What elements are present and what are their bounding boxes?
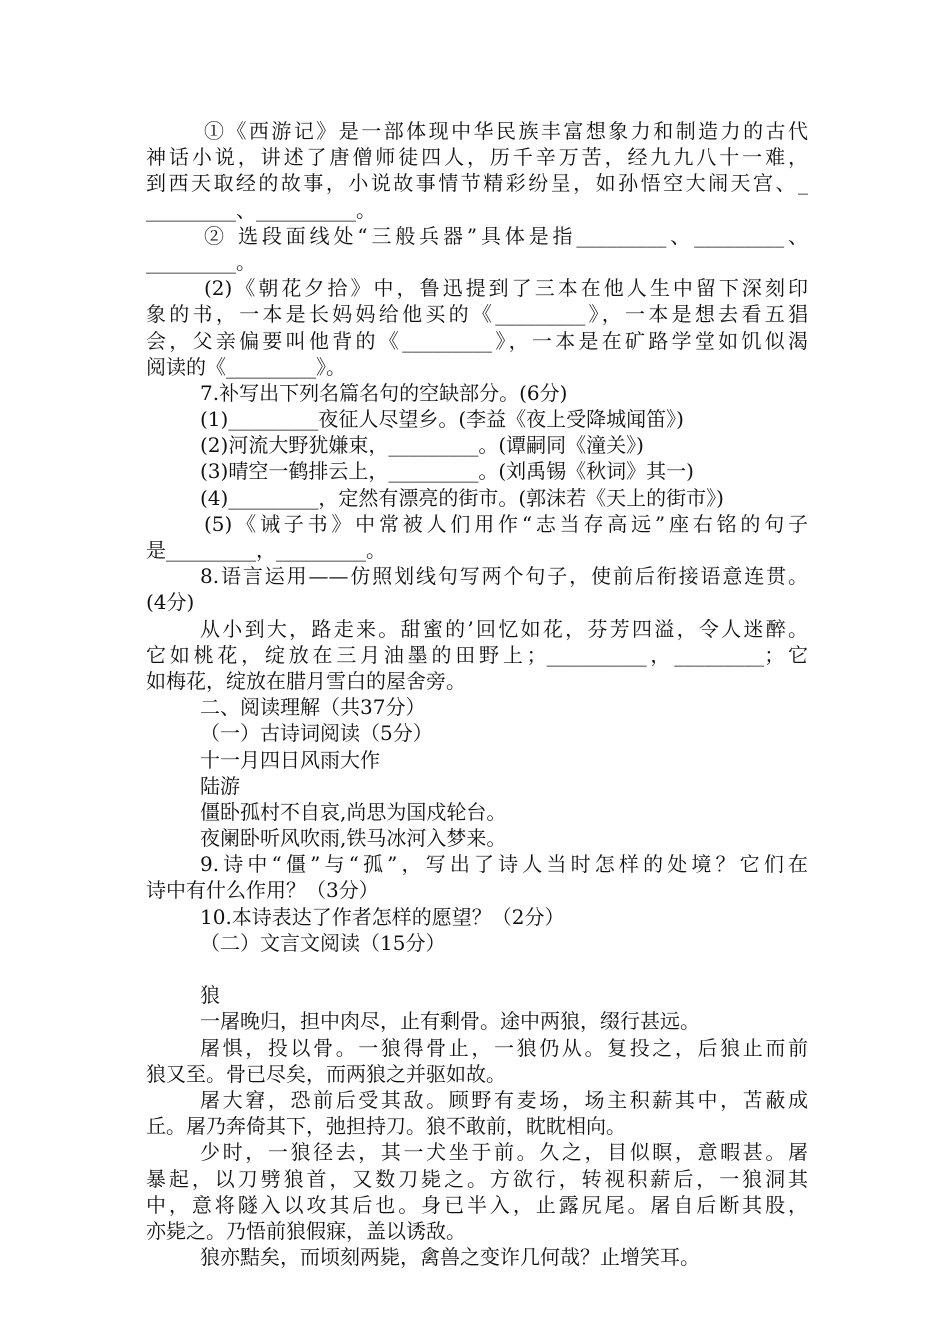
text-line: 中，意将隧入以攻其后也。身已半入，止露尻尾。屠自后断其股，: [146, 1192, 808, 1217]
text-line: (5)《诫子书》中常被人们用作“志当存高远”座右铭的句子: [204, 511, 808, 536]
text-line: (2)《朝花夕拾》中，鲁迅提到了三本在他人生中留下深刻印: [204, 276, 808, 301]
text-line: 阅读的《_________》。: [146, 354, 346, 379]
text-line: 屠大窘，恐前后受其敌。顾野有麦场，场主积薪其中，苫蔽成: [200, 1087, 808, 1112]
text-line: 少时，一狼径去，其一犬坐于前。久之，目似瞑，意暇甚。屠: [200, 1140, 808, 1165]
subsection-heading: （二）文言文阅读（15分）: [200, 930, 446, 955]
text-line: _________、__________。: [146, 197, 376, 222]
question-7-heading: 7.补写出下列名篇名句的空缺部分。(6分): [200, 380, 568, 405]
question-8-heading: 8.语言运用——仿照划线句写两个句子，使前后衔接语意连贯。: [200, 564, 808, 589]
text-line: 狼又至。骨已尽矣，而两狼之并驱如故。: [146, 1061, 506, 1086]
text-line: 神话小说，讲述了唐僧师徒四人，历千辛万苦，经九九八十一难，: [146, 145, 808, 170]
text-line: ② 选段面线处“三般兵器”具体是指_________、_________、: [204, 223, 808, 248]
document-page: [146, 118, 808, 1270]
text-line: 屠惧，投以骨。一狼得骨止，一狼仍从。复投之，后狼止而前: [200, 1035, 808, 1060]
text-line: 它如桃花，绽放在三月油墨的田野上；__________，_________；它: [146, 642, 808, 667]
question-10: 10.本诗表达了作者怎样的愿望？（2分）: [200, 904, 565, 929]
text-line: 从小到大，路走来。甜蜜的’回忆如花，芬芳四溢，令人迷醉。: [200, 616, 808, 641]
text-line: ①《西游记》是一部体现中华民族丰富想象力和制造力的古代: [204, 119, 808, 143]
question-9: 9.诗中“僵”与“孤”，写出了诗人当时怎样的处境？它们在: [200, 852, 808, 877]
text-line: 狼亦黠矣，而顷刻两毙，禽兽之变诈几何哉？止增笑耳。: [200, 1245, 700, 1270]
text-line: 是_________，_________。: [146, 538, 386, 562]
text-line: 如梅花，绽放在腊月雪白的屋舍旁。: [146, 668, 466, 693]
poem-title: 十一月四日风雨大作: [200, 747, 380, 772]
section-heading: 二、阅读理解（共37分）: [200, 695, 426, 720]
text-line: 丘。屠乃奔倚其下，弛担持刀。狼不敢前，眈眈相向。: [146, 1114, 626, 1139]
text-line: (3)晴空一鹤排云上，_________。(刘禹锡《秋词》其一): [200, 459, 694, 484]
text-line: 一屠晚归，担中肉尽，止有剩骨。途中两狼，缀行甚远。: [200, 1009, 700, 1034]
text-line: (4分): [146, 590, 195, 615]
text-line: 会，父亲偏要叫他背的《_________》，一本是在矿路学堂如饥似渴: [146, 328, 808, 353]
text-line: (1)_________夜征人尽望乡。(李益《夜上受降城闻笛》): [200, 407, 684, 432]
poem-author: 陆游: [200, 773, 240, 798]
text-line: _________。: [146, 249, 256, 274]
poem-line: 僵卧孤村不自哀,尚思为国戍轮台。: [200, 799, 507, 824]
passage-title: 狼: [200, 983, 220, 1008]
spacer: [146, 956, 808, 982]
text-line: 诗中有什么作用？（3分）: [146, 878, 379, 903]
text-line: 亦毙之。乃悟前狼假寐，盖以诱敌。: [146, 1218, 466, 1243]
poem-line: 夜阑卧听风吹雨,铁马冰河入梦来。: [200, 826, 507, 851]
text-line: 暴起，以刀劈狼首，又数刀毙之。方欲行，转视积薪后，一狼洞其: [146, 1166, 808, 1191]
subsection-heading: （一）古诗词阅读（5分）: [200, 721, 433, 746]
text-line: 到西天取经的故事，小说故事情节精彩纷呈，如孙悟空大闹天宫、_: [146, 171, 808, 196]
text-line: 象的书，一本是长妈妈给他买的《_________》，一本是想去看五猖: [146, 302, 808, 327]
text-line: (2)河流大野犹嫌束，_________。(谭嗣同《潼关》): [200, 433, 644, 458]
text-line: (4)_________，定然有漂亮的街市。(郭沫若《天上的街市》): [200, 485, 724, 510]
